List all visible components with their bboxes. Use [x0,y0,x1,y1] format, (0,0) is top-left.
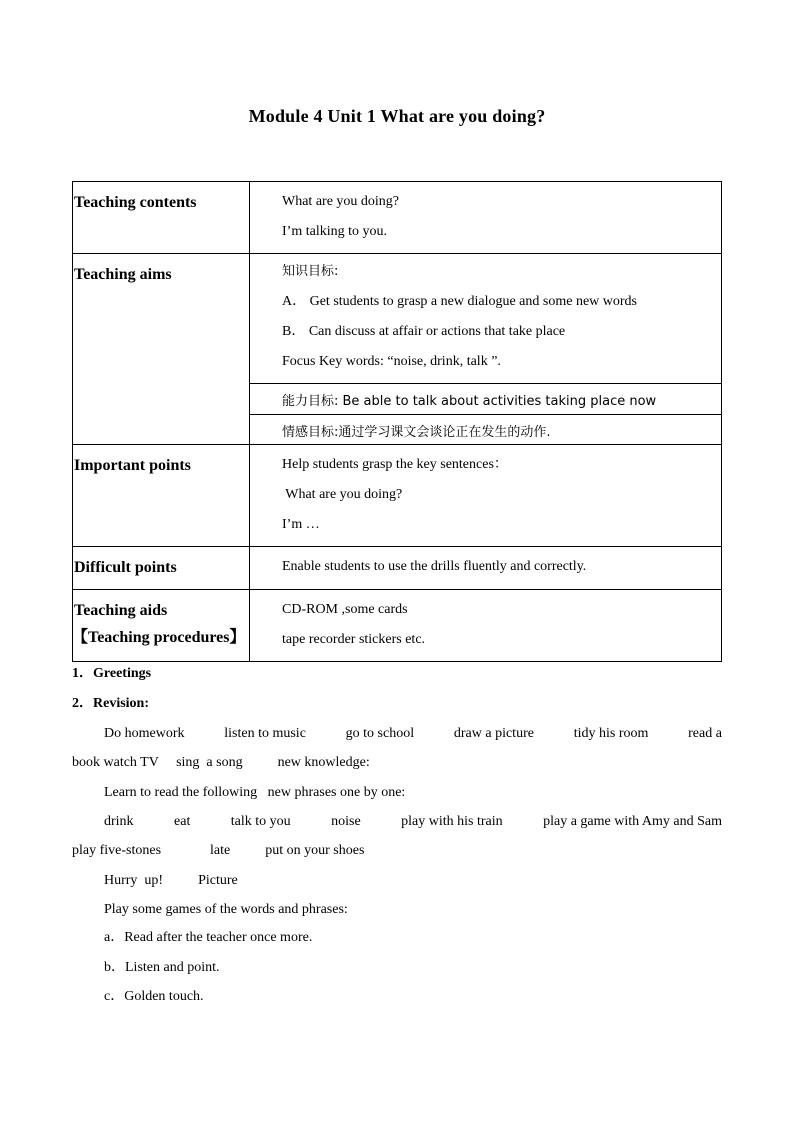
phrase: draw a picture [453,726,534,741]
cell-line: Focus Key words: “noise, drink, talk ”. [282,354,501,369]
cell-line: What are you doing? [282,487,403,502]
table-row [73,445,722,547]
cell-line: Help students grasp the key sentences： [282,457,508,472]
game-item: c．Golden touch. [104,989,204,1004]
phrase: talk to you [230,814,291,829]
new-phrases [104,813,722,831]
phrase: eat [174,814,191,829]
phrase: tidy his room [573,726,649,741]
phrase: play a game with Amy and Sam [543,814,722,829]
phrase: drink [104,814,134,829]
row-label: Teaching aids [74,602,168,619]
emotion-aim: 情感目标:通过学习课文会谈论正在发生的动作. [282,425,551,440]
table-row [73,182,722,254]
games-instruction: Play some games of the words and phrases: [104,902,348,917]
procedure-item: 1．Greetings [72,666,152,681]
document-title: Module 4 Unit 1 What are you doing? [248,106,546,126]
phrase: Do homework [104,726,185,741]
ability-aim: 能力目标: Be able to talk about activities taking place now [282,394,657,409]
row-label: Teaching aims [74,266,172,283]
procedure-item: 2．Revision: [72,696,149,711]
cell-line: CD-ROM ,some cards [282,602,408,617]
cell-line: I’m … [282,517,320,532]
phrase: read a [688,726,722,741]
cell-line: A． Get students to grasp a new dialogue and some new words [282,294,637,309]
revision-phrases-cont: book watch TV sing a song new knowledge: [72,755,370,770]
learn-instruction: Learn to read the following new phrases one by one: [104,785,406,800]
cell-line: tape recorder stickers etc. [282,632,426,647]
phrase: noise [331,814,361,829]
cell-line: I’m talking to you. [282,224,387,239]
phrase: go to school [345,726,415,741]
revision-phrases [104,725,722,743]
new-phrases-cont: play five-stones late put on your shoes [72,843,365,858]
phrase: listen to music [224,726,306,741]
phrase: play with his train [401,814,503,829]
cell-line [282,393,721,413]
row-label: Difficult points [74,559,177,576]
cell-line: Enable students to use the drills fluently and correctly. [282,559,587,574]
cell-line: B． Can discuss at affair or actions that take place [282,324,566,339]
cell-line: What are you doing? [282,194,400,209]
cell-line: 知识目标: [282,264,339,279]
section-heading: 【Teaching procedures】 [72,629,246,646]
table-row [73,254,722,384]
row-label: Important points [74,457,191,474]
game-item: a．Read after the teacher once more. [104,930,313,945]
table-row [73,547,722,590]
game-item: b．Listen and point. [104,960,220,975]
row-label: Teaching contents [74,194,197,211]
lesson-plan-table [72,181,722,662]
hurry-line: Hurry up! Picture [104,873,238,888]
